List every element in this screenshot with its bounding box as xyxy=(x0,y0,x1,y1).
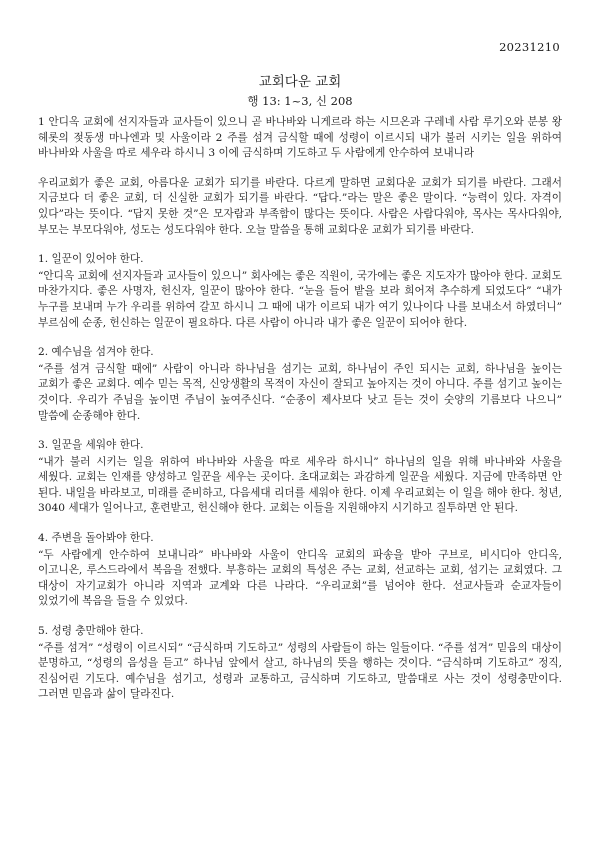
section-1 xyxy=(38,252,562,331)
scripture-passage xyxy=(38,115,562,162)
scripture-reference: 행 13: 1~3, 신 208 xyxy=(247,94,353,108)
section-heading: 2. 예수님을 섬겨야 한다. xyxy=(38,346,154,359)
section-body: “주를 섬겨 금식할 때에” 사람이 아니라 하나님을 섬기는 교회, 하나님이 주인 되시는 교회, 하나님을 높이는 교회가 좋은 교회다. 예수 믿는 목적, 신앙생활의 목적이 자신이 잘되고 높아지는 것이 아니다. 주를 섬기고 높이는 것이다. 우리가 주님을 높이면 주님이 높여주신다. “순종이 제사보다 낫고 듣는 것이 숫양의 기름보다 나으니” 말씀에 순종해야 한다. xyxy=(38,362,562,422)
date: 20231210 xyxy=(499,40,560,54)
scripture-text: 1 안디옥 교회에 선지자들과 교사들이 있으니 곧 바나바와 니게르라 하는 시므온과 구레네 사람 루기오와 분봉 왕 헤롯의 젖동생 마나엔과 및 사울이라 2 주를 섬겨 금식할 때에 성령이 이르시되 내가 불러 시키는 일을 위하여 바나바와 사울을 따로 세우라 하시니 3 이에 금식하며 기도하고 두 사람에게 안수하여 보내니라 xyxy=(38,116,562,160)
section-heading: 1. 일꾼이 있어야 한다. xyxy=(38,253,144,266)
section-body: “주를 섬겨” “성령이 이르시되” “금식하며 기도하고” 성령의 사람들이 하는 일들이다. “주를 섬겨” 믿음의 대상이 분명하고, “성령의 음성을 듣고” 하나님 앞에서 살고, 하나님의 뜻을 행하는 것이다. “금식하며 기도하고” 정직, 진심어린 기도다. 예수님을 섬기고, 성령과 교통하고, 금식하며 기도하고, 말씀대로 사는 것이 성령충만이다. 그러면 믿음과 삶이 달라진다. xyxy=(38,641,562,701)
section-body: “두 사람에게 안수하여 보내니라” 바나바와 사울이 안디옥 교회의 파송을 받아 구브로, 비시디아 안디옥, 이고니온, 루스드라에서 복음을 전했다. 부흥하는 교회의 특성은 주는 교회, 선교하는 교회, 섬기는 교회였다. 그 대상이 자기교회가 아니라 지역과 교계와 다른 나라다. “우리교회”를 넘어야 한다. 선교사들과 순교자들이 있었기에 복음을 들을 수 있었다. xyxy=(38,548,562,608)
section-5 xyxy=(38,624,562,703)
section-body: “안디옥 교회에 선지자들과 교사들이 있으니” 회사에는 좋은 직원이, 국가에는 좋은 지도자가 많아야 한다. 교회도 마찬가지다. 좋은 사명자, 헌신자, 일꾼이 많아야 한다. “눈을 들어 밭을 보라 희어져 추수하게 되었도다” “내가 누구를 보내며 누가 우리를 위하여 갈꼬 하시니 그 때에 내가 이르되 내가 여기 있나이다 나를 보내소서 하였더니” 부르심에 순종, 헌신하는 일꾼이 필요하다. 다른 사람이 아니라 내가 좋은 일꾼이 되어야 한다. xyxy=(38,269,562,329)
section-heading: 5. 성령 충만해야 한다. xyxy=(38,625,144,638)
section-3 xyxy=(38,438,562,517)
intro-text: 우리교회가 좋은 교회, 아름다운 교회가 되기를 바란다. 다르게 말하면 교회다운 교회가 되기를 바란다. 그래서 지금보다 더 좋은 교회, 더 신실한 교회가 되기를 바란다. “답다.”라는 말은 좋은 말이다. “능력이 있다. 자격이 있다”라는 뜻이다. “답지 못한 것”은 모자람과 부족함이 많다는 뜻이다. 사람은 사람다워야, 목사는 목사다워야, 부모는 부모다워야, 성도는 성도다워야 한다. 오늘 말씀을 통해 교회다운 교회가 되기를 바란다. xyxy=(38,176,562,236)
introduction xyxy=(38,176,562,238)
section-body: “내가 불러 시키는 일을 위하여 바나바와 사울을 따로 세우라 하시니” 하나님의 일을 위해 바나바와 사울을 세웠다. 교회는 인재를 양성하고 일꾼을 세우는 곳이다. 초대교회는 과감하게 일꾼을 세웠다. 지금에 만족하면 안 된다. 내일을 바라보고, 미래를 준비하고, 다음세대 리더를 세워야 한다. 이제 우리교회는 이 일을 해야 한다. 청년, 3040 세대가 일어나고, 훈련받고, 헌신해야 한다. 교회는 이들을 지원해야지 시기하고 질투하면 안 된다. xyxy=(38,455,562,515)
sermon-title: 교회다운 교회 xyxy=(258,74,342,90)
section-2 xyxy=(38,345,562,424)
section-4 xyxy=(38,531,562,610)
section-heading: 3. 일꾼을 세워야 한다. xyxy=(38,439,144,452)
section-heading: 4. 주변을 돌아봐야 한다. xyxy=(38,532,154,545)
